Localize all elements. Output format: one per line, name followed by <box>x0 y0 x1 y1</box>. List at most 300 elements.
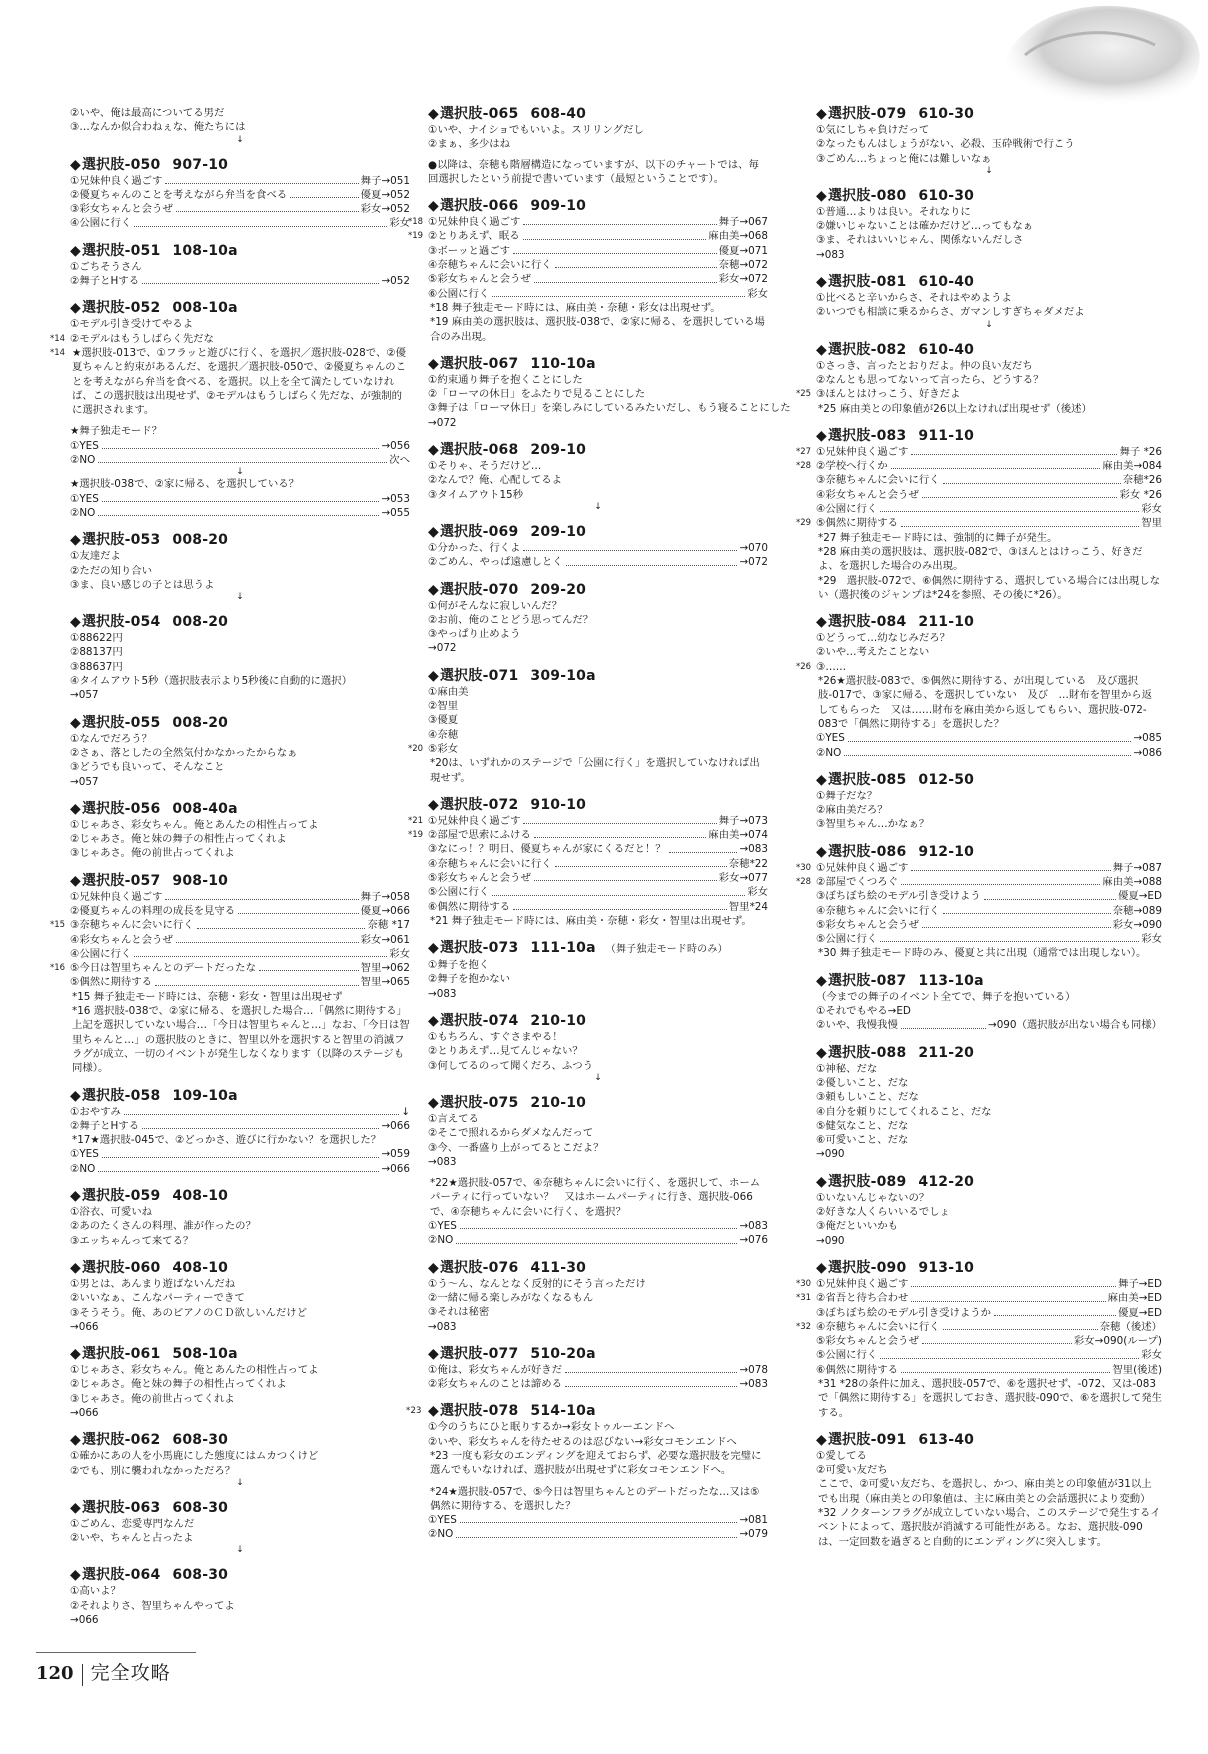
diamond-bullet-icon: ◆ <box>816 274 827 291</box>
option-text: ④タイムアウト5秒（選択肢表示より5秒後に自動的に選択） <box>70 675 353 688</box>
footnote-text: *27 舞子独走モード時には、強制的に舞子が発生。 <box>818 531 1058 544</box>
choice-id: 選択肢-089 <box>827 1173 907 1190</box>
choice-option <box>70 631 410 645</box>
dotted-leader <box>911 1291 1105 1301</box>
dotted-leader <box>492 287 745 297</box>
option-result: 優夏→071 <box>718 244 768 257</box>
option-text: ①兄妹仲良く過ごす <box>428 216 521 229</box>
option-text: →066 <box>70 1320 99 1333</box>
option-text: ①YES <box>428 1220 457 1233</box>
choice-id: 選択肢-068 <box>439 442 519 459</box>
choice-id: 選択肢-065 <box>439 106 519 122</box>
choice-code: 008-10a <box>172 300 238 317</box>
choice-option <box>50 961 410 975</box>
choice-heading <box>70 1188 410 1205</box>
footnote-marker: *16 <box>50 963 66 974</box>
footnote-marker: *30 <box>796 1278 812 1289</box>
choice-id: 選択肢-057 <box>81 872 161 889</box>
down-arrow-icon: ↓ <box>985 319 993 330</box>
choice-heading <box>70 1260 410 1277</box>
choice-code: 510-20a <box>530 1345 596 1362</box>
choice-heading <box>428 797 768 814</box>
footnote <box>816 674 1162 731</box>
choice-heading <box>428 1260 768 1277</box>
diamond-bullet-icon: ◆ <box>428 1013 439 1030</box>
footnote <box>816 402 1162 416</box>
choice-id: 選択肢-064 <box>81 1567 161 1584</box>
choice-id: 選択肢-077 <box>439 1345 519 1362</box>
diamond-bullet-icon: ◆ <box>428 1094 439 1111</box>
dotted-leader <box>901 1363 1110 1373</box>
option-result: 彩女 <box>1141 1349 1162 1362</box>
footnote <box>816 531 1162 545</box>
footnote <box>428 1449 768 1478</box>
dotted-leader <box>901 875 1100 885</box>
option-text: ⑥可愛いこと、だな <box>816 1134 909 1147</box>
option-text: ⑤彩女ちゃんと会うぜ <box>816 1335 919 1348</box>
option-result: 奈穂*22 <box>728 857 768 870</box>
option-text: ⑤彩女ちゃんと会うぜ <box>428 273 531 286</box>
option-text: ①気にしちゃ負けだって <box>816 124 930 136</box>
choice-option <box>70 216 410 230</box>
choice-code: 910-10 <box>530 796 587 813</box>
option-text: ①YES <box>428 1514 457 1527</box>
diamond-bullet-icon: ◆ <box>70 1567 81 1584</box>
choice-option <box>70 674 410 688</box>
option-text: →057 <box>70 775 99 788</box>
diamond-bullet-icon: ◆ <box>428 940 439 957</box>
scan-smudge <box>985 0 1208 115</box>
option-text: ①愛してる <box>816 1449 867 1462</box>
dotted-leader <box>259 961 359 971</box>
option-result: 彩女 <box>1141 503 1162 516</box>
choice-option <box>816 1147 1162 1161</box>
choice-option <box>816 1463 1162 1477</box>
choice-option <box>70 645 410 659</box>
option-text: ③ぼちぼち絵のモデル引き受けよう <box>816 890 981 903</box>
option-result: →083 <box>739 843 768 856</box>
option-text: ①う〜ん、なんとなく反射的にそう言っただけ <box>428 1277 646 1290</box>
diamond-bullet-icon: ◆ <box>816 843 827 860</box>
column-middle <box>406 106 791 1542</box>
option-result: 舞子 *26 <box>1119 445 1162 458</box>
choice-option <box>408 215 768 229</box>
choice-option <box>408 742 768 756</box>
footnote-marker: *21 <box>408 815 424 826</box>
choice-option <box>70 818 410 832</box>
diamond-bullet-icon: ◆ <box>70 300 81 317</box>
choice-option <box>70 492 410 506</box>
choice-option <box>428 627 768 641</box>
footnote <box>70 1004 410 1075</box>
choice-option <box>70 1219 410 1233</box>
choice-option <box>428 885 768 899</box>
option-result: →076 <box>739 1234 768 1247</box>
choice-option <box>70 1291 410 1305</box>
option-text: ③俺だといいかも <box>816 1220 899 1233</box>
info-paragraph: ●以降は、奈穂も階層構造になっていますが、以下のチャートでは、毎回選択したという前提で書いています（最短ということです）。 <box>428 158 759 185</box>
option-text: ②まぁ、多少はね <box>428 138 511 151</box>
choice-option <box>428 1030 768 1044</box>
dotted-leader <box>844 746 1131 756</box>
choice-code: 408-10 <box>172 1259 229 1276</box>
choice-id: 選択肢-091 <box>827 1431 907 1448</box>
diamond-bullet-icon: ◆ <box>428 1345 439 1362</box>
choice-code: 209-10 <box>530 442 587 459</box>
option-text: ⑤彩女ちゃんと会うぜ <box>428 871 531 884</box>
choice-id: 選択肢-052 <box>81 300 161 317</box>
option-text: ④自分を頼りにしてくれること、だな <box>816 1105 992 1118</box>
dotted-leader <box>891 459 1101 469</box>
footnote-text: *28 麻由美の選択肢は、選択肢-082で、③ほんとはけっこう、好きだよ、を選択した場合のみ出現。 <box>818 545 1143 573</box>
choice-heading <box>816 1260 1162 1277</box>
option-text: ②なんで？俺、心配してるよ <box>428 474 563 487</box>
choice-heading <box>70 243 410 260</box>
option-text: ②お前、俺のことどう思ってんだ？ <box>428 613 594 626</box>
option-text: ①そりゃ、そうだけど… <box>428 460 542 473</box>
diamond-bullet-icon: ◆ <box>816 187 827 204</box>
choice-option <box>428 287 768 301</box>
choice-code: 913-10 <box>918 1259 975 1276</box>
option-result: →070 <box>739 541 768 554</box>
choice-option <box>70 1392 410 1406</box>
option-text: ②NO <box>428 1528 454 1541</box>
choice-code: 608-30 <box>172 1567 229 1584</box>
option-text: ③奈穂ちゃんに会いに行く <box>70 919 194 932</box>
footnote-marker: *32 <box>796 1321 812 1332</box>
footnote-text: *15 舞子独走モード時には、奈穂・彩女・智里は出現せず <box>72 990 343 1003</box>
option-result: 優夏→052 <box>360 188 410 201</box>
option-result: 彩女 <box>747 287 768 300</box>
option-text: ④奈穂ちゃんに会いに行く <box>428 857 552 870</box>
option-text: ③今、一番盛り上がってるとこだよ？ <box>428 1141 604 1154</box>
choice-option <box>796 875 1162 889</box>
option-text: ①じゃあさ、彩女ちゃん。俺とあんたの相性占ってよ <box>70 818 319 831</box>
choice-option <box>796 1291 1162 1305</box>
choice-option <box>816 373 1162 387</box>
diamond-bullet-icon: ◆ <box>428 442 439 459</box>
choice-option <box>428 541 768 555</box>
choice-option <box>428 728 768 742</box>
dotted-leader <box>523 541 737 551</box>
option-result: →085 <box>1133 732 1162 745</box>
choice-option <box>428 987 768 1001</box>
dotted-leader <box>290 188 359 198</box>
option-text: ②88137円 <box>70 646 123 659</box>
choice-code: 111-10a <box>530 940 596 957</box>
option-text: ①何がそんなに寂しいんだ？ <box>428 599 563 612</box>
footnote-marker: *28 <box>796 461 812 472</box>
choice-option <box>428 123 768 137</box>
choice-code: 109-10a <box>172 1087 238 1104</box>
option-result: →090（選択肢が出ない場合も同様） <box>987 1019 1162 1032</box>
diamond-bullet-icon: ◆ <box>816 1431 827 1448</box>
option-text: ①さっき、言ったとおりだよ。仲の良い友だち <box>816 359 1033 372</box>
dotted-leader <box>165 174 358 184</box>
choice-id: 選択肢-070 <box>439 581 519 598</box>
down-arrow-icon: ↓ <box>594 501 602 512</box>
option-text: ③タイムアウト15秒 <box>428 488 524 501</box>
dotted-leader <box>565 1363 737 1373</box>
choice-heading <box>816 1432 1162 1449</box>
choice-id: 選択肢-075 <box>439 1094 519 1111</box>
choice-code: 309-10a <box>530 667 596 684</box>
choice-code: 411-30 <box>530 1259 587 1276</box>
choice-option <box>816 1449 1162 1463</box>
choice-option <box>428 842 768 856</box>
choice-option <box>70 832 410 846</box>
choice-option <box>70 1306 410 1320</box>
choice-option <box>70 260 410 274</box>
option-text: ★舞子独走モード？ <box>70 425 163 438</box>
choice-option <box>428 1155 768 1169</box>
dotted-leader <box>102 492 380 502</box>
choice-option <box>428 488 768 502</box>
choice-code: 908-10 <box>172 872 229 889</box>
dotted-leader <box>165 890 358 900</box>
choice-option <box>816 1306 1162 1320</box>
option-text: ②ただの知り合い <box>70 564 153 577</box>
choice-code: 508-10a <box>172 1346 238 1363</box>
choice-option <box>70 1205 410 1219</box>
choice-option <box>816 233 1162 247</box>
choice-code: 008-20 <box>172 714 229 731</box>
option-text: ①神秘、だな <box>816 1062 878 1075</box>
choice-option <box>816 1363 1162 1377</box>
option-text: ②NO <box>816 746 842 759</box>
option-text: ③彩女ちゃんと会うぜ <box>70 203 173 216</box>
option-result: 彩女→052 <box>360 203 410 216</box>
choice-option <box>70 947 410 961</box>
diamond-bullet-icon: ◆ <box>70 800 81 817</box>
footnote <box>428 315 768 344</box>
choice-code: 610-30 <box>918 106 975 122</box>
choice-option <box>70 1464 410 1478</box>
choice-heading <box>70 1346 410 1363</box>
choice-option <box>816 359 1162 373</box>
option-text: ③そうそう。俺、あのピアノのＣＤ欲しいんだけど <box>70 1306 308 1319</box>
footnote <box>428 1176 768 1219</box>
choice-id: 選択肢-079 <box>827 106 907 122</box>
option-result: ↓ <box>401 1105 410 1118</box>
option-text: ④奈穂ちゃんに会いに行く <box>428 259 552 272</box>
option-result: 舞子→087 <box>1112 861 1162 874</box>
choice-option <box>428 401 791 415</box>
choice-heading <box>70 1088 410 1105</box>
choice-option <box>428 416 768 430</box>
footnote-marker: *26 <box>796 661 812 672</box>
footnote-text: *25 麻由美との印象値が26以上なければ出現せず（後述） <box>818 402 1092 415</box>
option-text: ②優夏ちゃんの料理の成長を見守る <box>70 904 236 917</box>
choice-option <box>70 1377 410 1391</box>
choice-option <box>816 1334 1162 1348</box>
option-text: ④奈穂 <box>428 728 459 741</box>
dotted-leader <box>134 947 387 957</box>
footnote <box>816 1477 1162 1548</box>
choice-option <box>70 424 410 438</box>
option-text: ③それは秘密 <box>428 1306 490 1319</box>
dotted-leader <box>523 814 716 824</box>
footnote <box>816 946 1162 960</box>
option-result: 彩女 <box>389 217 410 230</box>
option-result: 奈穂（後述） <box>1099 1320 1162 1333</box>
option-text: →083 <box>428 1155 457 1168</box>
choice-heading <box>816 188 1162 205</box>
option-text: ②じゃあさ。俺と妹の舞子の相性占ってくれよ <box>70 1378 287 1391</box>
choice-id: 選択肢-050 <box>81 156 161 173</box>
dotted-leader <box>534 828 706 838</box>
choice-option <box>408 828 768 842</box>
choice-option <box>70 760 410 774</box>
choice-id: 選択肢-056 <box>81 800 161 817</box>
option-text: ①舞子を抱く <box>428 959 490 972</box>
option-result: 彩女→090(ループ) <box>1073 1335 1162 1348</box>
choice-heading <box>816 342 1162 359</box>
option-text: ②智里 <box>428 700 459 713</box>
choice-option <box>70 317 410 331</box>
footnote <box>428 914 768 928</box>
page-footer <box>36 1658 171 1686</box>
dotted-leader <box>98 1162 379 1172</box>
choice-heading <box>70 1500 410 1517</box>
dotted-leader <box>566 555 738 565</box>
choice-option <box>70 1147 410 1161</box>
footnote-text: *21 舞子独走モード時には、麻由美・奈穂・彩女・智里は出現せず。 <box>430 914 752 927</box>
option-text: ②さぁ、落としたの全然気付かなかったからなぁ <box>70 746 298 759</box>
option-text: ①いや、ナイショでもいいよ。スリリングだし <box>428 124 644 136</box>
option-text: ③…なんか似合わねぇな、俺たちには <box>70 121 246 134</box>
option-result: 奈穂 *17 <box>367 919 410 932</box>
choice-id: 選択肢-081 <box>827 274 907 291</box>
diamond-bullet-icon: ◆ <box>816 341 827 358</box>
option-result: 優夏→ED <box>1117 890 1162 903</box>
choice-option <box>428 373 768 387</box>
option-result: →053 <box>381 492 410 505</box>
footnote-marker: *18 <box>408 217 424 228</box>
choice-heading <box>70 614 410 631</box>
option-text: ②なんとも思ってないって言ったら、どうする？ <box>816 373 1044 386</box>
choice-heading <box>70 532 410 549</box>
dotted-leader <box>98 506 379 516</box>
choice-id: 選択肢-061 <box>81 1346 161 1363</box>
option-text: ③ボーッと過ごす <box>428 244 511 257</box>
option-text: ①確かにあの人を小馬鹿にした態度にはムカつくけど <box>70 1450 319 1463</box>
choice-code: 210-10 <box>530 1013 587 1030</box>
choice-option <box>50 918 410 932</box>
option-result: 彩女→077 <box>718 871 768 884</box>
option-result: 優夏→066 <box>360 904 410 917</box>
option-result: 舞子→067 <box>718 216 768 229</box>
choice-id: 選択肢-080 <box>827 187 907 204</box>
choice-id: 選択肢-087 <box>827 972 907 989</box>
choice-option <box>816 1018 1162 1032</box>
option-result: 奈穂*26 <box>1122 474 1162 487</box>
option-result: 麻由美→088 <box>1102 875 1162 888</box>
choice-option <box>816 789 1162 803</box>
choice-heading <box>428 1095 768 1112</box>
option-text: ②いいなぁ、こんなパーティーできて <box>70 1292 245 1305</box>
choice-option <box>70 1105 410 1119</box>
option-text: ②学校へ行くか <box>816 460 888 473</box>
choice-code: 211-20 <box>918 1044 975 1061</box>
choice-option <box>70 688 410 702</box>
dotted-leader <box>456 1527 737 1537</box>
diamond-bullet-icon: ◆ <box>816 106 827 122</box>
dotted-leader <box>943 473 1121 483</box>
choice-id: 選択肢-078 <box>439 1403 519 1420</box>
choice-option <box>428 272 768 286</box>
option-result: 舞子→051 <box>360 174 410 187</box>
choice-id: 選択肢-071 <box>439 667 519 684</box>
option-text: ⑤彩女 <box>428 742 459 755</box>
choice-option <box>816 488 1162 502</box>
choice-id: 選択肢-084 <box>827 614 907 631</box>
option-result: 彩女→072 <box>718 273 768 286</box>
choice-option <box>816 137 1162 151</box>
dotted-leader <box>238 904 358 914</box>
footnote-text: ここで、②可愛い友だち、を選択し、かつ、麻由美との印象値が31以上でも出現（麻由美との印象値は、主に麻由美との会話選択により変動）*32 ノクターンフラグが成立していない場合、このステージで発生するイベントによって、選択肢が消滅する可能性がある。なお、選択肢-090は、一定回数を過ぎると自動的にエンディングに突入します。 <box>818 1478 1161 1548</box>
choice-option <box>70 1363 410 1377</box>
dotted-leader <box>880 1348 1139 1358</box>
choice-heading <box>70 300 410 317</box>
option-text: ③…… <box>816 660 847 673</box>
option-result: →056 <box>381 439 410 452</box>
choice-option <box>816 1062 1162 1076</box>
option-result: →083 <box>739 1378 768 1391</box>
choice-option <box>428 641 768 655</box>
choice-option <box>70 439 410 453</box>
footnote-text: *18 舞子独走モード時には、麻由美・奈穂・彩女は出現せず。 <box>430 301 721 314</box>
option-text: ⑤公園に行く <box>428 886 490 899</box>
choice-code: 608-30 <box>172 1499 229 1516</box>
footnote-marker: *20 <box>408 743 424 754</box>
dotted-leader <box>984 889 1116 899</box>
option-text: ①兄妹仲良く過ごす <box>816 1277 909 1290</box>
footnote <box>428 756 768 785</box>
dotted-leader <box>901 516 1139 526</box>
choice-option <box>428 555 768 569</box>
option-text: ②いや、ちゃんと占ったよ <box>70 1532 194 1545</box>
choice-code: 610-40 <box>918 341 975 358</box>
diamond-bullet-icon: ◆ <box>816 771 827 788</box>
option-result: →072 <box>739 556 768 569</box>
choice-option <box>70 732 410 746</box>
diamond-bullet-icon: ◆ <box>70 714 81 731</box>
dotted-leader <box>513 244 717 254</box>
choice-option <box>428 1044 768 1058</box>
choice-option <box>70 549 410 563</box>
down-arrow-icon: ↓ <box>236 1545 244 1556</box>
choice-id: 選択肢-063 <box>81 1499 161 1516</box>
dotted-leader <box>911 861 1110 871</box>
choice-option <box>796 459 1162 473</box>
choice-option <box>796 387 1162 401</box>
option-text: →057 <box>70 689 99 702</box>
choice-option <box>70 1584 410 1598</box>
choice-option <box>428 1219 768 1233</box>
dotted-leader <box>911 1277 1115 1287</box>
choice-option <box>428 685 768 699</box>
choice-option <box>428 699 768 713</box>
diamond-bullet-icon: ◆ <box>428 355 439 372</box>
option-text: ②麻由美だろ？ <box>816 804 888 817</box>
choice-heading <box>428 582 768 599</box>
choice-option <box>70 1162 410 1176</box>
option-text: ①浴衣、可愛いね <box>70 1206 153 1219</box>
choice-option <box>428 244 768 258</box>
choice-code: 210-10 <box>530 1094 587 1111</box>
option-text: →090 <box>816 1148 845 1161</box>
